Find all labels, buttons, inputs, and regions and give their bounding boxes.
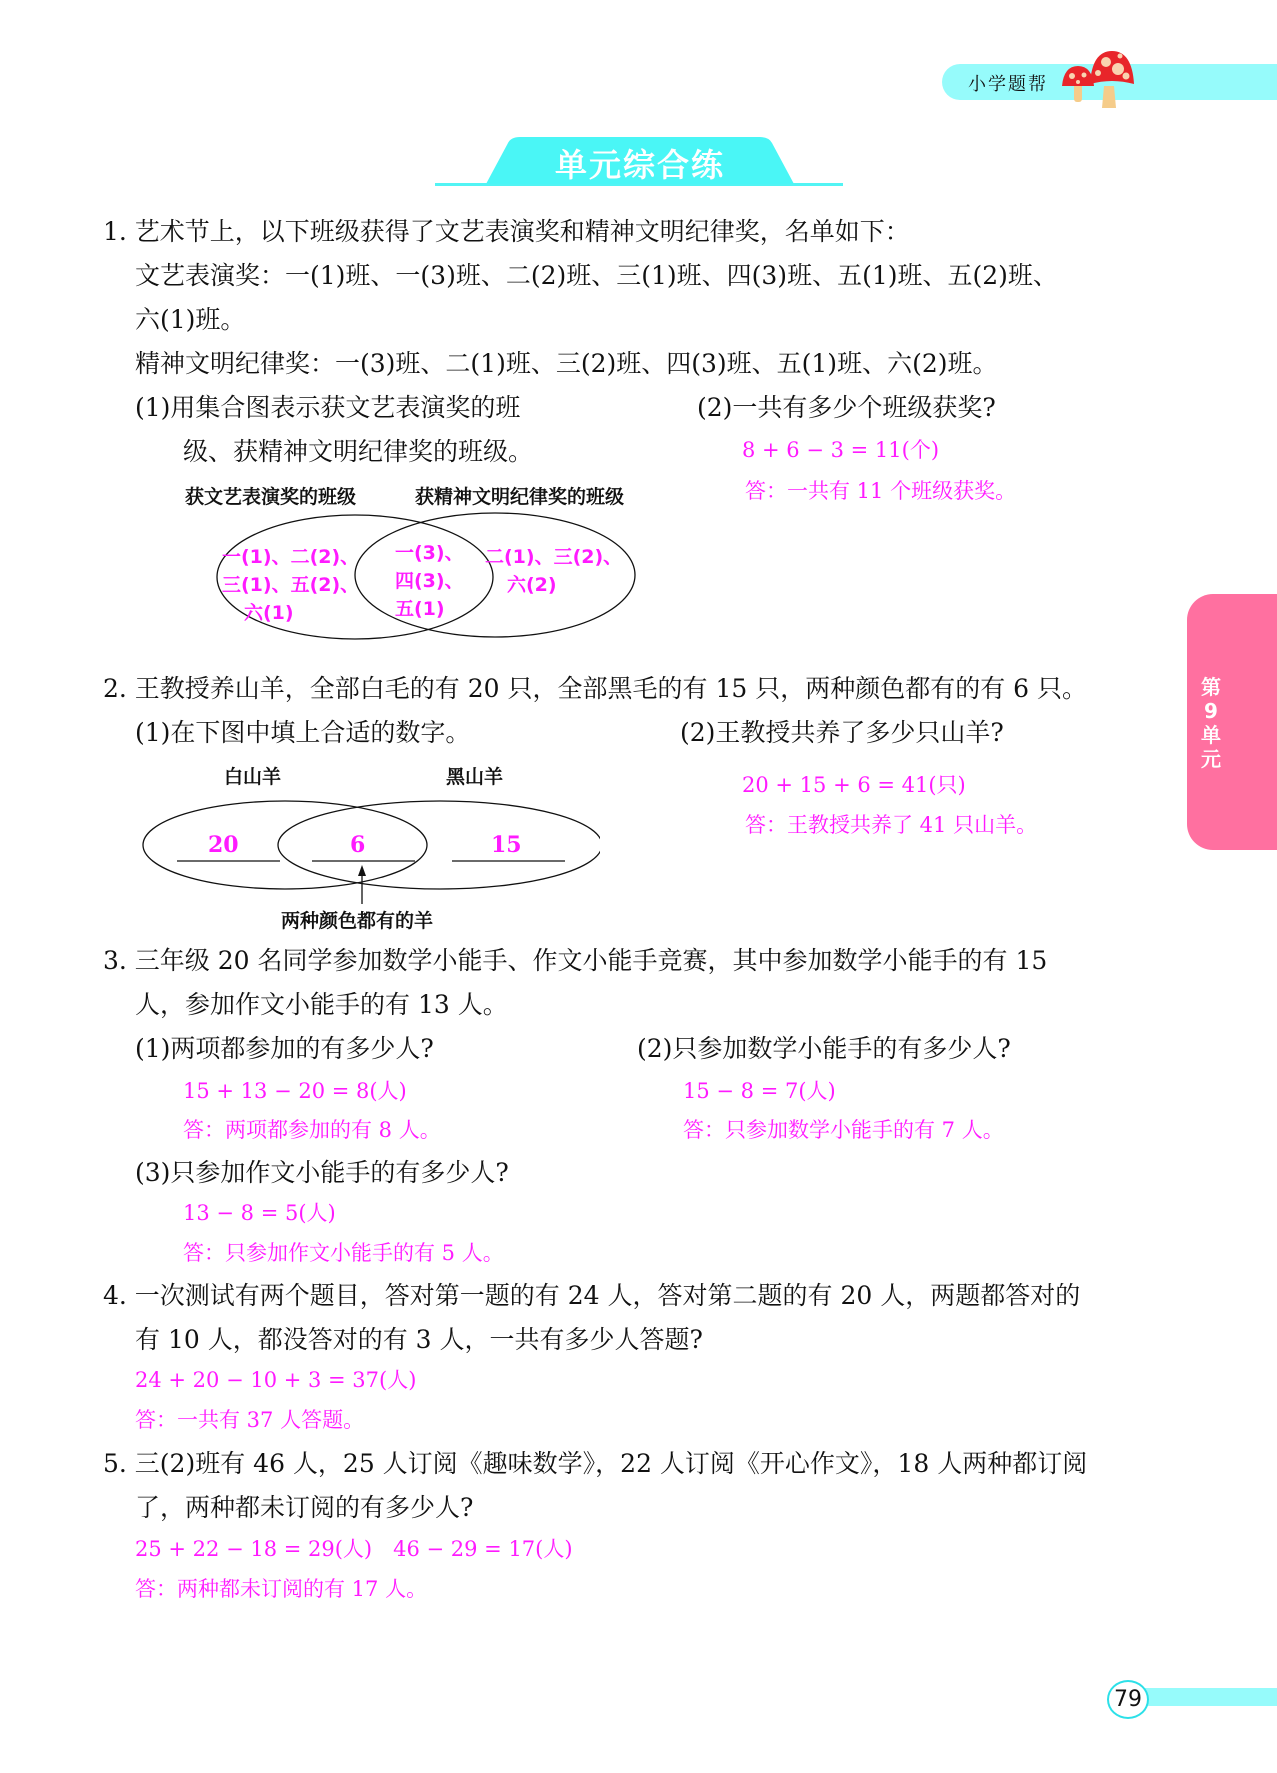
q3-stem-a: 3. 三年级 20 名同学参加数学小能手、作文小能手竞赛，其中参加数学小能手的有 15 xyxy=(103,946,1048,975)
q1-list1-a: 文艺表演奖：一(1)班、一(3)班、二(2)班、三(1)班、四(3)班、五(1)班、五(2)班、 xyxy=(135,261,1058,290)
venn1-both-item: 一(3)、 xyxy=(395,542,464,564)
venn1-both-item: 五(1) xyxy=(395,598,445,620)
q3-sub1: (1)两项都参加的有多少人? xyxy=(135,1034,434,1063)
page-number-bar xyxy=(1140,1688,1277,1706)
q5-calc: 25 + 22 − 18 = 29(人) 46 − 29 = 17(人) xyxy=(135,1537,573,1561)
goat-both-value: 6 xyxy=(350,832,366,858)
q3-sub3-answer: 答：只参加作文小能手的有 5 人。 xyxy=(183,1241,504,1265)
q5-stem-a: 5. 三(2)班有 46 人，25 人订阅《趣味数学》，22 人订阅《开心作文》，18 人两种都订阅 xyxy=(103,1449,1088,1478)
q3-sub1-calc: 15 + 13 − 20 = 8(人) xyxy=(183,1079,407,1103)
q1-sub2-answer: 答：一共有 11 个班级获奖。 xyxy=(745,479,1017,503)
q3-sub2: (2)只参加数学小能手的有多少人? xyxy=(637,1034,1011,1063)
venn2-right-label: 黑山羊 xyxy=(446,766,504,788)
q4-answer: 答：一共有 37 人答题。 xyxy=(135,1408,365,1432)
q1-sub1-b: 级、获精神文明纪律奖的班级。 xyxy=(183,437,534,466)
page-title: 单元综合练 xyxy=(554,146,725,184)
q2-sub2: (2)王教授共养了多少只山羊? xyxy=(680,718,1004,747)
q4-calc: 24 + 20 − 10 + 3 = 37(人) xyxy=(135,1368,417,1392)
venn1-right-item: 六(2) xyxy=(507,574,557,596)
unit-label xyxy=(1198,675,1224,771)
q3-sub2-answer: 答：只参加数学小能手的有 7 人。 xyxy=(683,1118,1004,1142)
venn1-left-item: 三(1)、五(2)、 xyxy=(222,574,360,596)
goat-pointer-label: 两种颜色都有的羊 xyxy=(281,910,434,932)
q3-stem-b: 人，参加作文小能手的有 13 人。 xyxy=(135,990,508,1019)
q1-sub2-calc: 8 + 6 − 3 = 11(个) xyxy=(742,438,940,462)
q1-stem: 1. 艺术节上，以下班级获得了文艺表演奖和精神文明纪律奖，名单如下： xyxy=(103,217,910,246)
q1-list1-b: 六(1)班。 xyxy=(135,305,246,334)
q2-stem: 2. 王教授养山羊，全部白毛的有 20 只，全部黑毛的有 15 只，两种颜色都有的有 6 只。 xyxy=(103,674,1088,703)
mushroom-icon xyxy=(1060,46,1144,112)
q5-stem-b: 了，两种都未订阅的有多少人? xyxy=(135,1493,474,1522)
q3-sub2-calc: 15 − 8 = 7(人) xyxy=(683,1079,836,1103)
q3-sub1-answer: 答：两项都参加的有 8 人。 xyxy=(183,1118,441,1142)
venn2-left-label: 白山羊 xyxy=(224,766,282,788)
venn1-both-item: 四(3)、 xyxy=(395,570,464,592)
q1-list2: 精神文明纪律奖：一(3)班、二(1)班、三(2)班、四(3)班、五(1)班、六(2)班。 xyxy=(135,349,998,378)
venn1-left-item: 六(1) xyxy=(244,602,294,624)
q1-sub2: (2)一共有多少个班级获奖? xyxy=(697,393,996,422)
goat-white-only-value: 20 xyxy=(208,832,239,858)
unit-label-4: 元 xyxy=(1201,747,1221,771)
q5-answer: 答：两种都未订阅的有 17 人。 xyxy=(135,1577,428,1601)
unit-label-number: 9 xyxy=(1204,699,1218,723)
venn1-left-label: 获文艺表演奖的班级 xyxy=(185,486,357,508)
venn1-both xyxy=(395,539,464,623)
venn1-right-label: 获精神文明纪律奖的班级 xyxy=(415,486,625,508)
unit-label-3: 单 xyxy=(1201,723,1221,747)
unit-label-1: 第 xyxy=(1201,675,1221,699)
q4-stem-a: 4. 一次测试有两个题目，答对第一题的有 24 人，答对第二题的有 20 人，两题都答对的 xyxy=(103,1281,1081,1310)
q4-stem-b: 有 10 人，都没答对的有 3 人，一共有多少人答题? xyxy=(135,1325,703,1354)
q2-sub1: (1)在下图中填上合适的数字。 xyxy=(135,718,471,747)
venn1-right-item: 二(1)、三(2)、 xyxy=(485,546,623,568)
goat-black-only-value: 15 xyxy=(491,832,522,858)
q1-sub1-a: (1)用集合图表示获文艺表演奖的班 xyxy=(135,393,521,422)
q3-sub3-calc: 13 − 8 = 5(人) xyxy=(183,1201,336,1225)
brand-name: 小学题帮 xyxy=(968,74,1048,95)
venn1-right-only xyxy=(485,543,622,599)
venn1-left-only xyxy=(222,543,359,627)
q2-sub2-calc: 20 + 15 + 6 = 41(只) xyxy=(742,773,966,797)
q3-sub3: (3)只参加作文小能手的有多少人? xyxy=(135,1158,509,1187)
venn1-left-item: 一(1)、二(2)、 xyxy=(222,546,360,568)
page-number: 79 xyxy=(1107,1680,1149,1719)
q2-sub2-answer: 答：王教授共养了 41 只山羊。 xyxy=(745,813,1038,837)
